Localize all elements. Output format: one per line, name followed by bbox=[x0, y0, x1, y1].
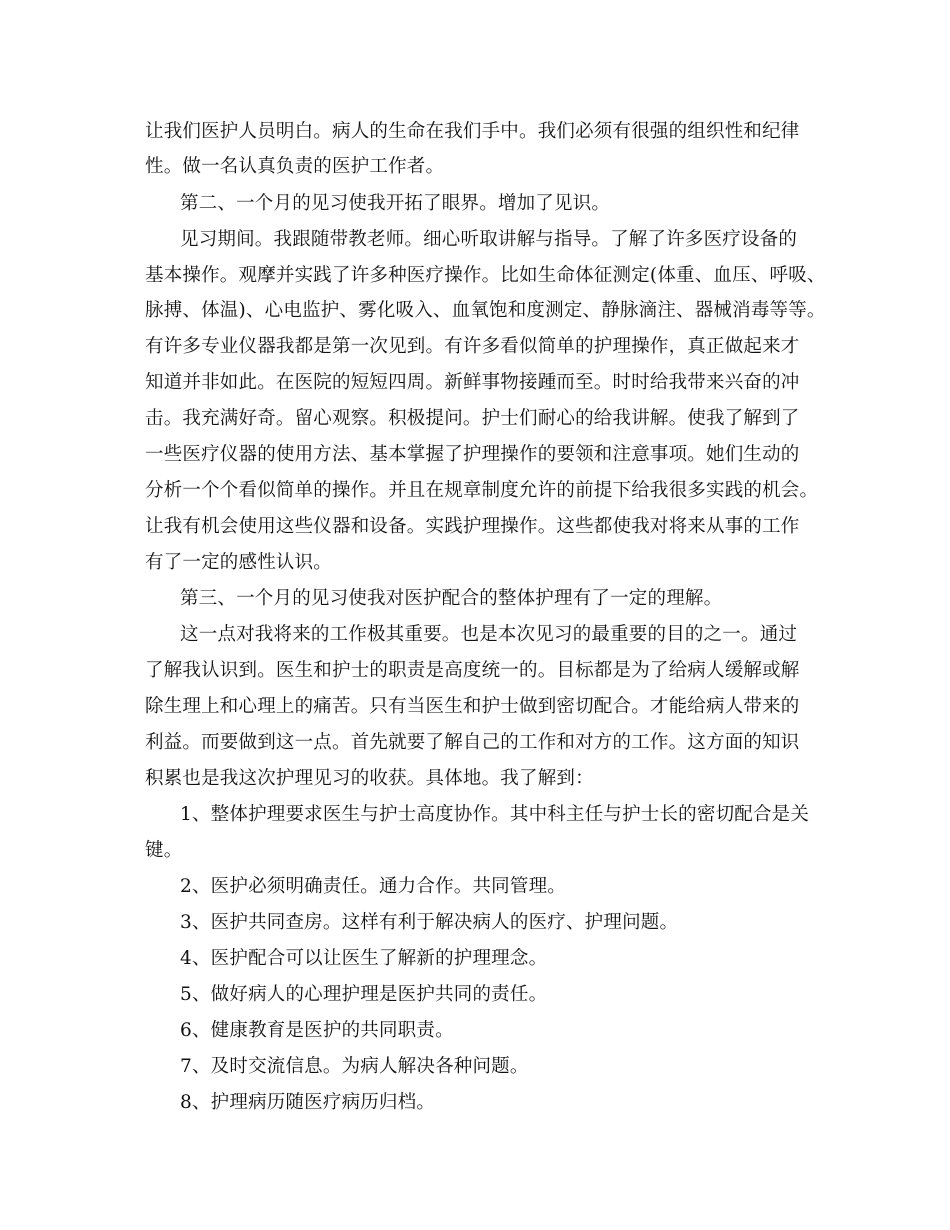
text-line: 一些医疗仪器的使用方法、基本掌握了护理操作的要领和注意事项。她们生动的 bbox=[145, 444, 800, 465]
list-item: 5、做好病人的心理护理是医护共同的责任。 bbox=[180, 984, 548, 1005]
list-item: 3、医护共同查房。这样有利于解决病人的医疗、护理问题。 bbox=[180, 912, 679, 933]
text-line: 除生理上和心理上的痛苦。只有当医生和护士做到密切配合。才能给病人带来的 bbox=[145, 696, 800, 717]
text-line: 性。做一名认真负责的医护工作者。 bbox=[145, 156, 445, 177]
list-item: 7、及时交流信息。为病人解决各种问题。 bbox=[180, 1056, 529, 1077]
text-line: 知道并非如此。在医院的短短四周。新鲜事物接踵而至。时时给我带来兴奋的冲 bbox=[145, 372, 800, 393]
text-line: 让我们医护人员明白。病人的生命在我们手中。我们必须有很强的组织性和纪律 bbox=[145, 121, 800, 142]
text-line: 积累也是我这次护理见习的收获。具体地。我了解到： bbox=[145, 768, 594, 789]
text-line: 这一点对我将来的工作极其重要。也是本次见习的最重要的目的之一。通过 bbox=[180, 624, 798, 645]
list-item: 6、健康教育是医护的共同职责。 bbox=[180, 1020, 454, 1041]
list-item: 1、整体护理要求医生与护士高度协作。其中科主任与护士长的密切配合是关 bbox=[180, 804, 810, 825]
list-item: 8、护理病历随医疗病历归档。 bbox=[180, 1092, 436, 1113]
section-heading: 第二、一个月的见习使我开拓了眼界。增加了见识。 bbox=[180, 193, 611, 214]
section-heading: 第三、一个月的见习使我对医护配合的整体护理有了一定的理解。 bbox=[180, 588, 723, 609]
list-item-continuation: 键。 bbox=[145, 840, 183, 861]
list-item: 4、医护配合可以让医生了解新的护理理念。 bbox=[180, 948, 548, 969]
text-line: 有许多专业仪器我都是第一次见到。有许多看似简单的护理操作，真正做起来才 bbox=[145, 336, 800, 357]
text-line: 利益。而要做到这一点。首先就要了解自己的工作和对方的工作。这方面的知识 bbox=[145, 732, 800, 753]
text-line: 了解我认识到。医生和护士的职责是高度统一的。目标都是为了给病人缓解或解 bbox=[145, 660, 800, 681]
list-item: 2、医护必须明确责任。通力合作。共同管理。 bbox=[180, 876, 566, 897]
text-line: 基本操作。观摩并实践了许多种医疗操作。比如生命体征测定(体重、血压、呼吸、 bbox=[145, 265, 826, 286]
text-line: 让我有机会使用这些仪器和设备。实践护理操作。这些都使我对将来从事的工作 bbox=[145, 516, 800, 537]
text-line: 有了一定的感性认识。 bbox=[145, 552, 333, 573]
text-line: 击。我充满好奇。留心观察。积极提问。护士们耐心的给我讲解。使我了解到了 bbox=[145, 408, 800, 429]
text-line: 脉搏、体温)、心电监护、雾化吸入、血氧饱和度测定、静脉滴注、器械消毒等等。 bbox=[145, 300, 826, 321]
text-line: 见习期间。我跟随带教老师。细心听取讲解与指导。了解了许多医疗设备的 bbox=[180, 229, 798, 250]
text-line: 分析一个个看似简单的操作。并且在规章制度允许的前提下给我很多实践的机会。 bbox=[145, 480, 819, 501]
